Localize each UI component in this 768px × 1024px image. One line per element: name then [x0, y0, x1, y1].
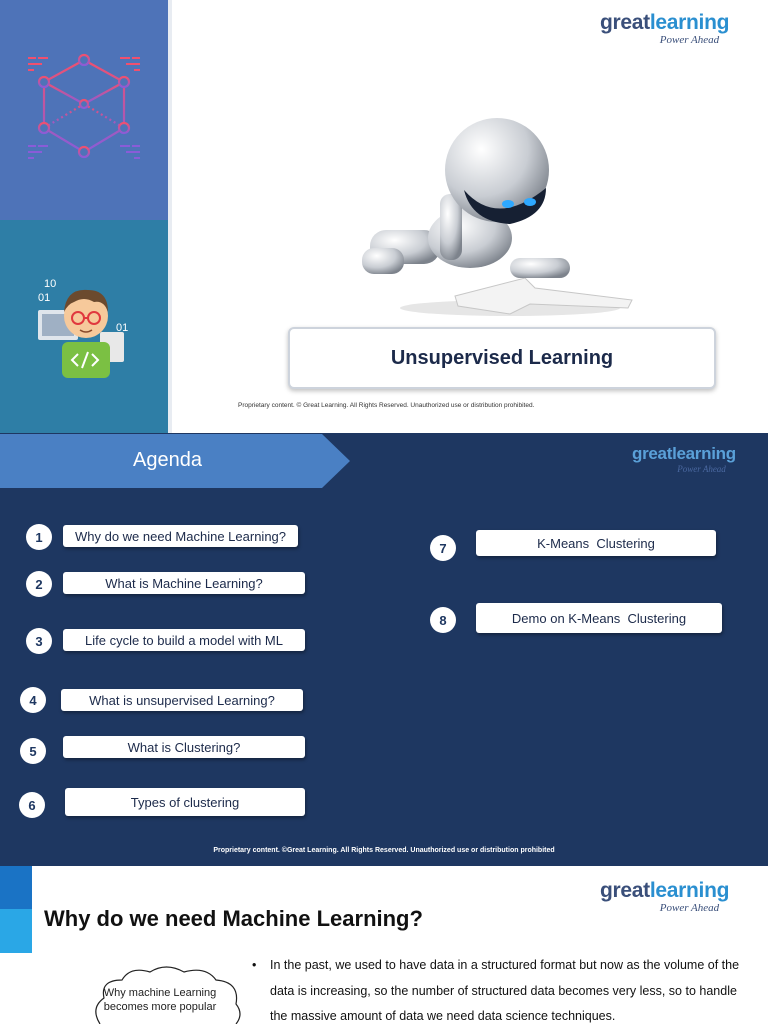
slide-why-ml: [0, 866, 768, 1024]
agenda-number-badge: 7: [430, 535, 456, 561]
accent-bar-light: [0, 909, 32, 953]
copyright-notice: Proprietary content. © Great Learning. All Rights Reserved. Unauthorized use or distribution prohibited.: [238, 402, 535, 409]
logo-word-great: great: [600, 879, 650, 902]
slide-main-title: Unsupervised Learning: [390, 346, 614, 369]
bullet-dot: •: [252, 958, 257, 972]
agenda-number-badge: 5: [20, 738, 46, 764]
agenda-item[interactable]: Types of clustering: [65, 788, 305, 816]
title-box: [288, 327, 716, 389]
agenda-item[interactable]: Why do we need Machine Learning?: [63, 525, 298, 547]
agenda-item[interactable]: Demo on K-Means Clustering: [476, 603, 722, 633]
greatlearning-logo: [632, 445, 736, 475]
agenda-number-badge: 8: [430, 607, 456, 633]
logo-tagline: Power Ahead: [659, 902, 720, 914]
agenda-item[interactable]: What is unsupervised Learning?: [61, 689, 303, 711]
greatlearning-logo: [600, 12, 729, 46]
greatlearning-logo: [600, 880, 729, 914]
logo-word-learning: learning: [649, 879, 730, 902]
network-cube-icon: [28, 50, 140, 165]
reading-robot-illustration: [360, 118, 640, 318]
thought-cloud-text: Why machine Learning becomes more popular: [103, 987, 217, 1013]
logo-tagline: Power Ahead: [677, 464, 726, 474]
logo-word-learning: learning: [649, 11, 730, 34]
binary-digits-label: 10: [44, 278, 57, 290]
logo-word-great: great: [600, 11, 650, 34]
logo-word-great: great: [632, 444, 673, 463]
bullet-text: In the past, we used to have data in a structured format but now as the volume of the data is increasing, so the number of structured data becomes very less, so to handle the massive amount of data we need data science techniques.: [270, 958, 740, 1023]
agenda-number-badge: 6: [19, 792, 45, 818]
slide-agenda: [0, 433, 768, 866]
agenda-heading: Agenda: [133, 449, 202, 471]
programmer-avatar-icon: [34, 276, 134, 380]
agenda-item[interactable]: What is Clustering?: [63, 736, 305, 758]
side-panel-divider: [168, 0, 172, 433]
accent-bar-dark: [0, 866, 32, 909]
slide-heading: Why do we need Machine Learning?: [44, 906, 423, 931]
binary-digits-label: 01: [38, 292, 51, 304]
logo-word-learning: learning: [672, 444, 736, 463]
agenda-number-badge: 2: [26, 571, 52, 597]
logo-tagline: Power Ahead: [659, 34, 720, 46]
bullet-point: [252, 953, 744, 1024]
agenda-item[interactable]: K-Means Clustering: [476, 530, 716, 556]
agenda-number-badge: 1: [26, 524, 52, 550]
binary-digits-label: 01: [116, 322, 129, 334]
agenda-item[interactable]: Life cycle to build a model with ML: [63, 629, 305, 651]
copyright-notice: Proprietary content. ©Great Learning. All Rights Reserved. Unauthorized use or distribution prohibited: [213, 847, 555, 854]
agenda-number-badge: 4: [20, 687, 46, 713]
slide-title: [0, 0, 768, 433]
agenda-number-badge: 3: [26, 628, 52, 654]
agenda-item[interactable]: What is Machine Learning?: [63, 572, 305, 594]
